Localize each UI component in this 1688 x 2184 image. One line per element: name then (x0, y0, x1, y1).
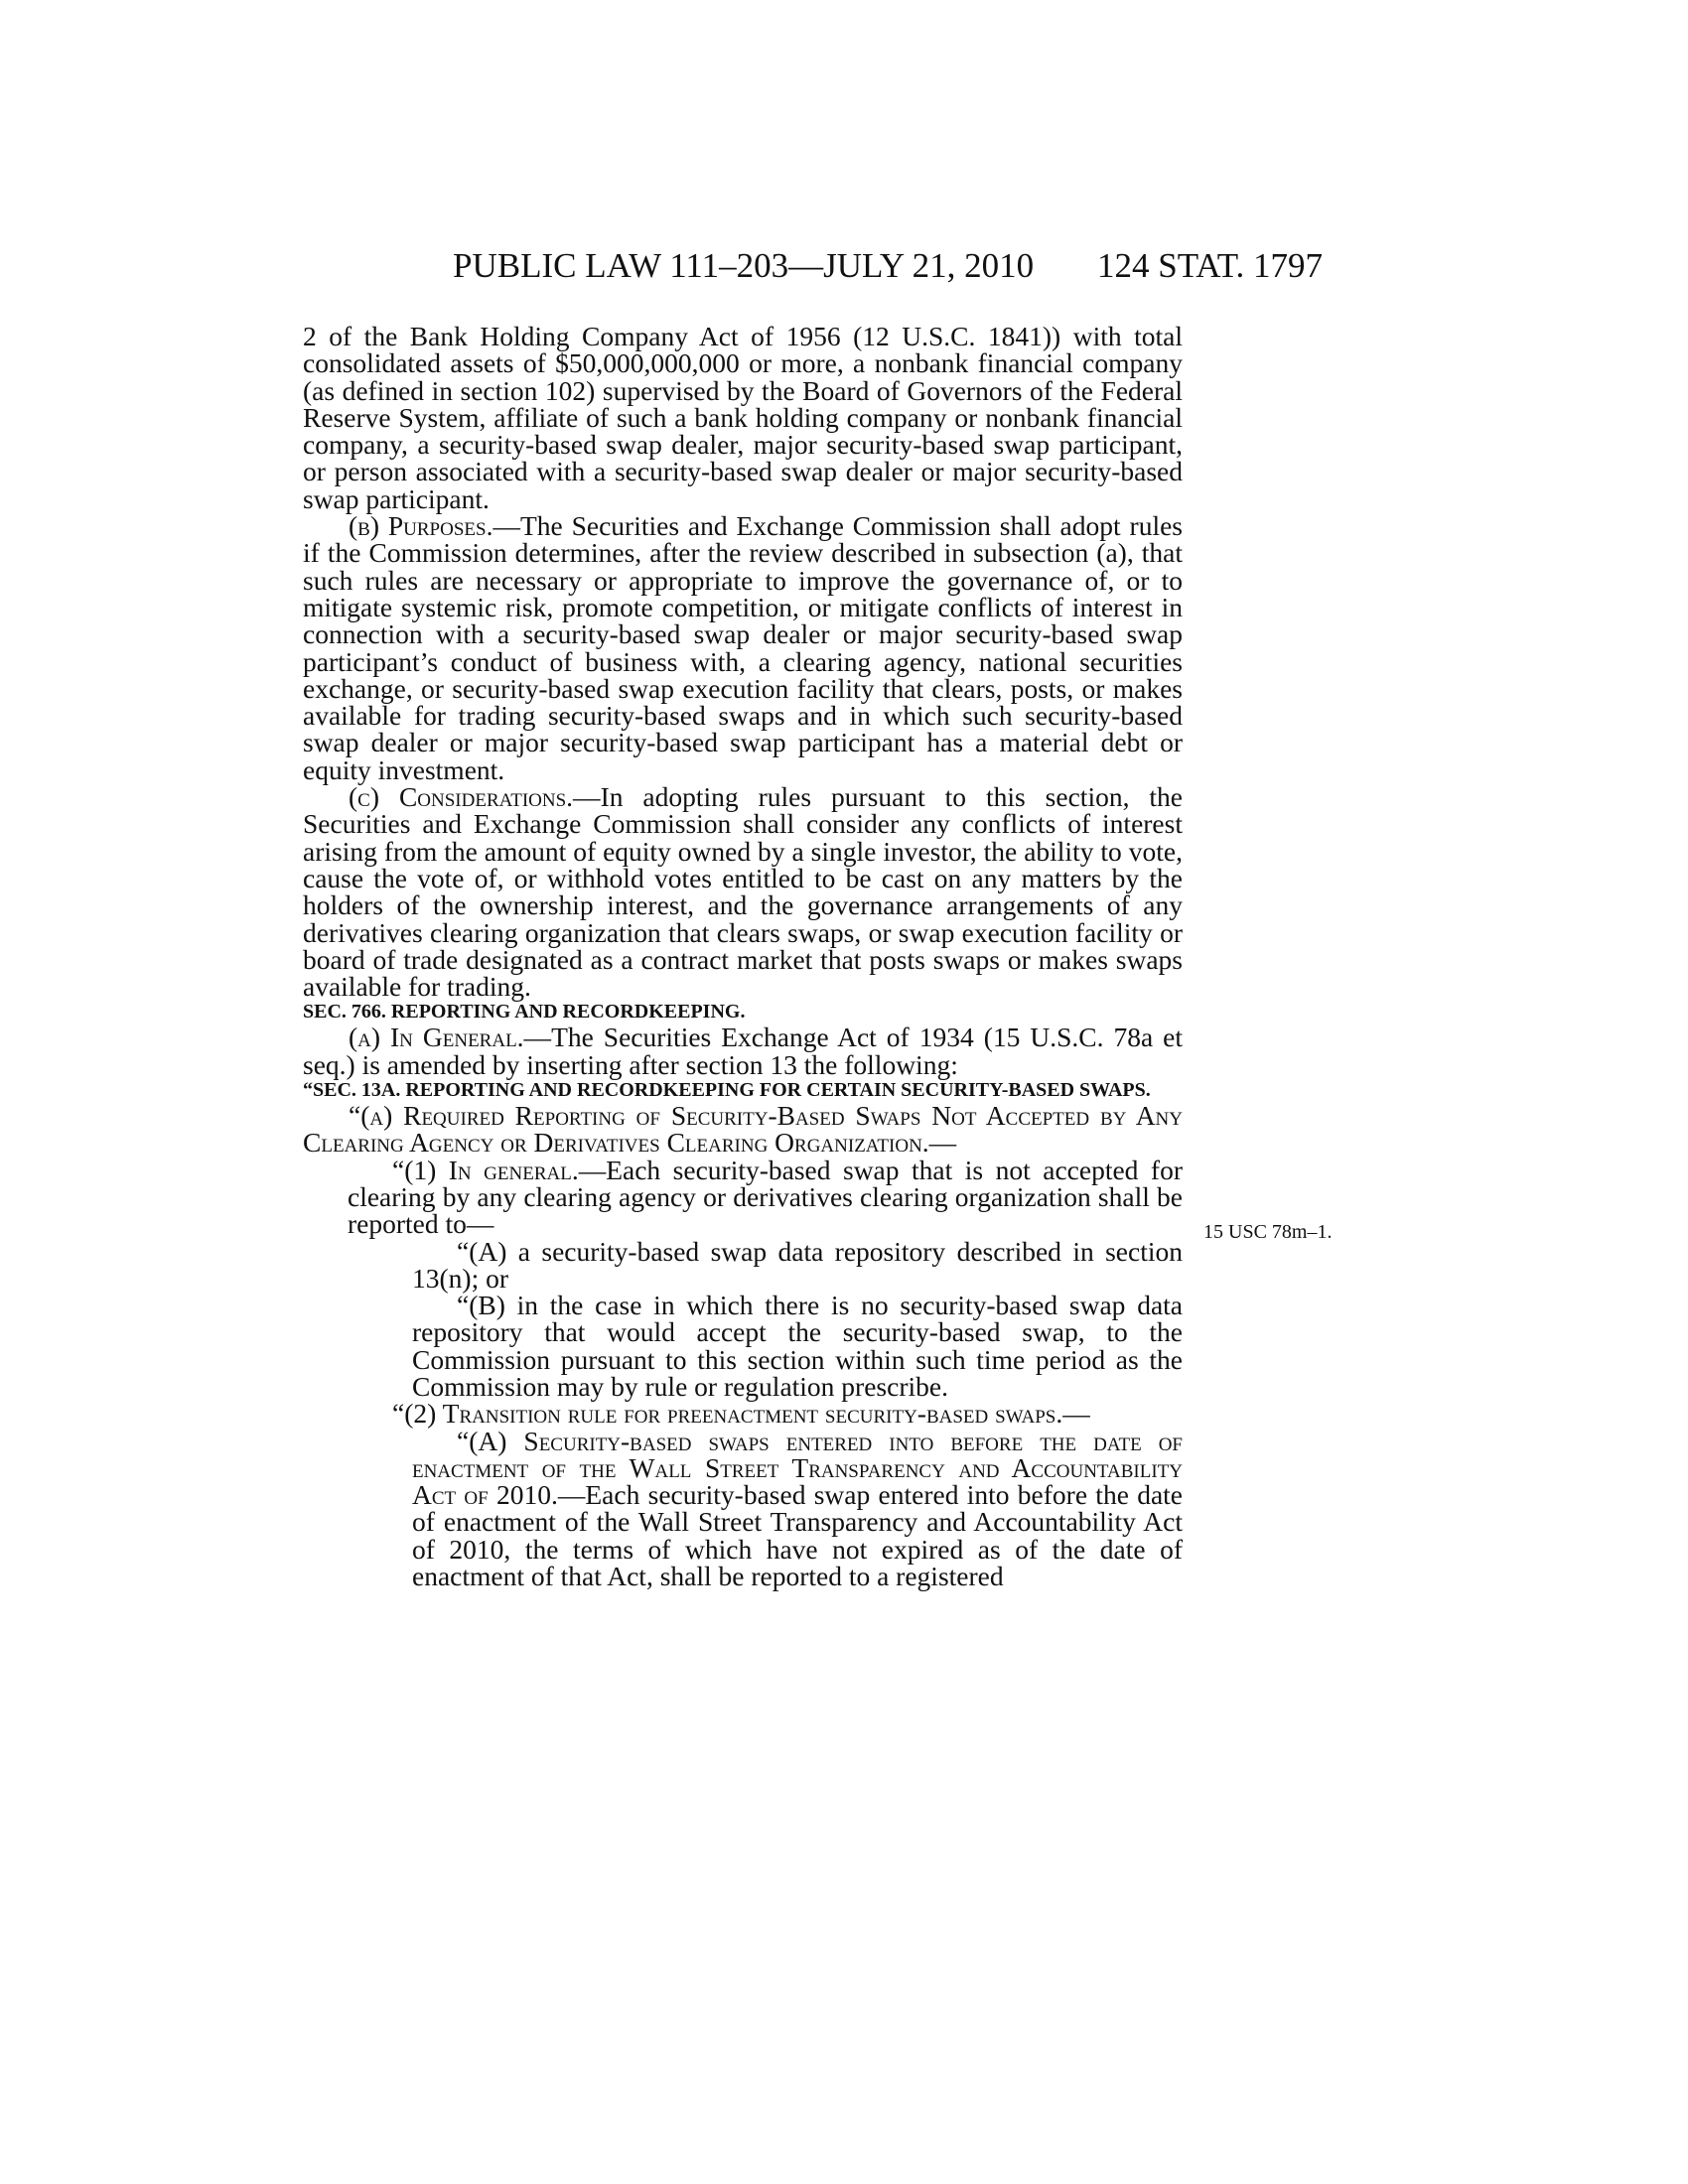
section-13a-heading: “SEC. 13A. REPORTING AND RECORDKEEPING FOR CERTAIN SECURITY-BASED SWAPS. (303, 1079, 1151, 1102)
paragraph-b-purposes (303, 512, 1183, 783)
subparagraph-a: “(A) a security-based swap data repository described in section 13(n); or (412, 1235, 1183, 1294)
subparagraph-2a (303, 1425, 1183, 1592)
margin-note-usc: 15 USC 78m–1. (1203, 1221, 1333, 1243)
document-body (303, 321, 1184, 1592)
paragraph-2-heading: “(2) Transition rule for preenactment security-based swaps.— (392, 1398, 1090, 1430)
paragraph-c-heading: (c) Considerations.— (349, 781, 601, 813)
subparagraph-b: “(B) in the case in which there is no security-based swap data repository that would accept the security-based swap, to the Commission pursuant to this section within such time period as the Commission may by rule or regulation prescribe. (412, 1290, 1183, 1402)
paragraph-766-a (303, 1024, 1183, 1078)
paragraph-b-text: The Securities and Exchange Commission shall adopt rules if the Commission determines, after the review described in subsection (a), that such rules are necessary or appropriate to improve the governance of, or to mitigate systemic risk, promote competition, or mitigate conflicts of interest in connection with a security-based swap dealer or major security-based swap participant’s conduct of business with, a clearing agency, national securities exchange, or security-based swap execution facility that clears, posts, or makes available for trading security-based swaps and in which such security-based swap dealer or major security-based swap participant has a material debt or equity investment. (303, 510, 1183, 785)
paragraph-766-a-heading: (a) In General.— (349, 1022, 552, 1053)
subsection-13a-a-heading: “(a) Required Reporting of Security-Based Swaps Not Accepted by Any Clearing Agency or Derivatives Clearing Organization.— (303, 1100, 1183, 1159)
section-766-heading: SEC. 766. REPORTING AND RECORDKEEPING. (303, 1001, 746, 1024)
paragraph-c-considerations (303, 781, 1184, 1003)
paragraph-b-heading: (b) Purposes.— (349, 510, 520, 542)
paragraph-c-text: In adopting rules pursuant to this section, the Securities and Exchange Commission shall consider any conflicts of interest arising from the amount of equity owned by a single investor, the ability to vote, cause the vote of, or withhold votes entitled to be cast on any matters by the holders of the ownership interest, and the governance arrangements of any derivatives clearing organization that clears swaps, or swap execution facility or board of trade designated as a contract market that posts swaps or makes swaps available for trading. (303, 781, 1184, 1003)
statute-page-number: 124 STAT. 1797 (1097, 246, 1323, 285)
paragraph-766-a-text: The Securities Exchange Act of 1934 (15 U.S.C. 78a et seq.) is amended by inserting after section 13 the following: (303, 1022, 1183, 1080)
subparagraph-2a-heading: “(A) Security-based swaps entered into before the date of enactment of the Wall Street Transparency and Accountability Act of 2010.— (412, 1425, 1183, 1511)
paragraph-1-heading: “(1) In general.— (392, 1154, 607, 1185)
paragraph-1-in-general (303, 1154, 1183, 1240)
public-law-citation: PUBLIC LAW 111–203—JULY 21, 2010 (453, 246, 1035, 285)
paragraph-continuation: 2 of the Bank Holding Company Act of 1956 (12 U.S.C. 1841)) with total consolidated assets of $50,000,000,000 or more, a nonbank financial company (as defined in section 102) supervised by the Board of Governors of the Federal Reserve System, affiliate of such a bank holding company or nonbank financial company, a security-based swap dealer, major security-based swap participant, or person associated with a security-based swap dealer or major security-based swap participant. (303, 321, 1183, 514)
paragraph-1-text: Each security-based swap that is not accepted for clearing by any clearing agency or derivatives clearing organization shall be reported to— (348, 1154, 1183, 1240)
running-header (0, 246, 1688, 290)
subparagraph-2a-text: Each security-based swap entered into before the date of enactment of the Wall Street Transparency and Accountability Act of 2010, the terms of which have not expired as of the date of enactment of that Act, shall be reported to a registered (412, 1479, 1183, 1592)
